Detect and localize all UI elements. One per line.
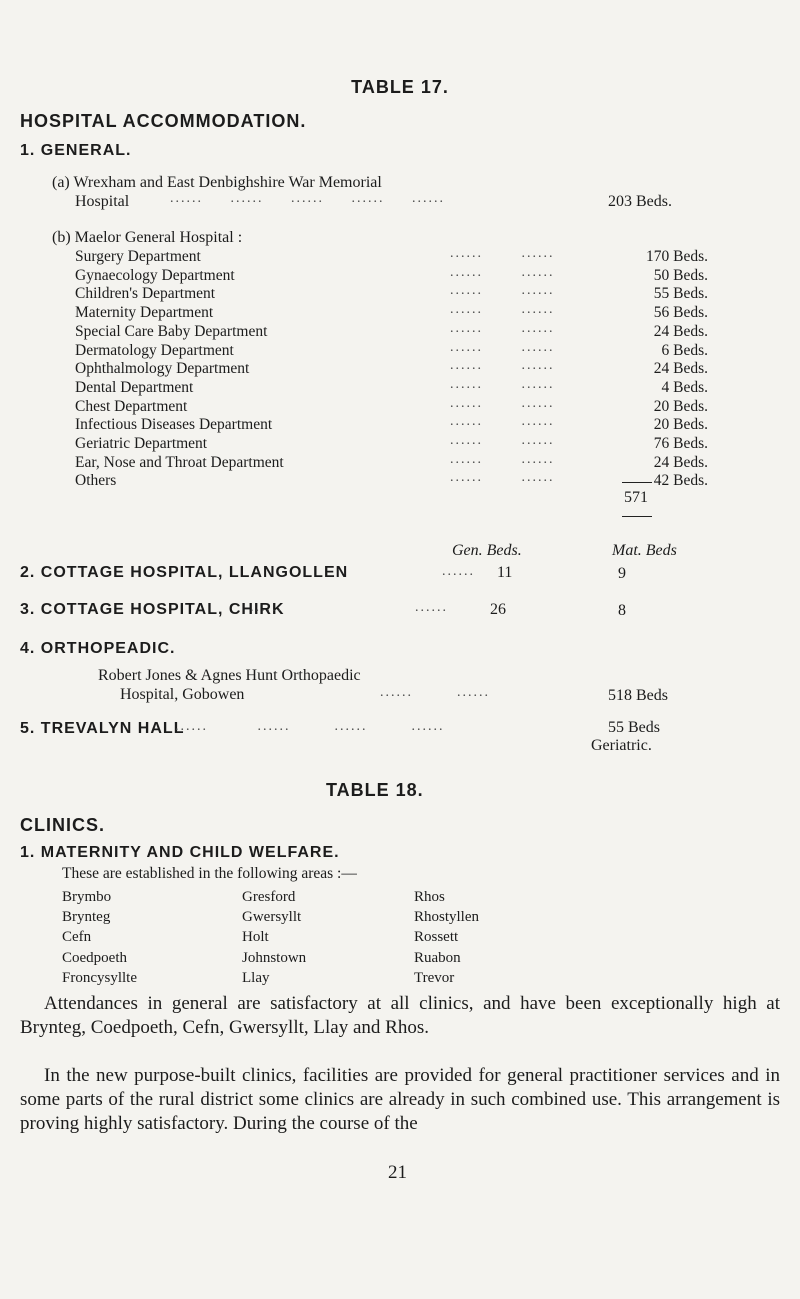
clinic-areas-intro: These are established in the following areas :— <box>62 865 357 882</box>
department-beds: 42 Beds. <box>653 472 708 490</box>
clinic-area: Cefn <box>62 929 92 946</box>
trevalyn-beds: 55 Beds <box>608 719 660 736</box>
llangollen-gen-beds: 11 <box>497 564 513 581</box>
leader-dots: ...... ...... <box>450 470 555 486</box>
table-18-title: TABLE 18. <box>326 780 424 800</box>
leader-dots: ...... ...... <box>450 339 555 355</box>
hospital-accommodation-heading: HOSPITAL ACCOMMODATION. <box>20 111 307 131</box>
general-heading: 1. GENERAL. <box>20 142 132 159</box>
department-name: Others <box>75 472 117 490</box>
clinic-area: Rossett <box>414 929 459 946</box>
department-beds: 4 Beds. <box>661 378 708 396</box>
department-beds: 50 Beds. <box>653 266 708 284</box>
clinic-area: Gresford <box>242 889 296 905</box>
department-beds: 24 Beds. <box>653 453 708 471</box>
table-17-title: TABLE 17. <box>351 77 449 97</box>
leader-dots: ...... ...... <box>450 414 555 430</box>
trevalyn-note: Geriatric. <box>591 737 652 754</box>
wrexham-beds: 203 Beds. <box>608 193 672 210</box>
department-name: Special Care Baby Department <box>75 322 268 340</box>
leader-dots: ...... ...... <box>450 451 555 467</box>
trevalyn-label: 5. TREVALYN HALL <box>20 720 185 737</box>
department-beds: 56 Beds. <box>653 304 708 322</box>
department-name: Maternity Department <box>75 304 214 322</box>
department-beds: 20 Beds. <box>653 397 708 415</box>
department-name: Surgery Department <box>75 248 201 265</box>
chirk-gen-beds: 26 <box>490 601 506 618</box>
wrexham-hospital-line1: (a) Wrexham and East Denbighshire War Memorial <box>52 174 382 191</box>
department-beds: 76 Beds. <box>653 435 708 452</box>
clinics-facilities-paragraph: In the new purpose-built clinics, facilities are provided for general practitioner services and in some parts of the rural district some clinics are already in such combined use. This arrangement is proving highly satisfactory. During the course of the <box>20 1065 780 1134</box>
department-name: Chest Department <box>75 397 188 415</box>
department-name: Dermatology Department <box>75 341 234 359</box>
gen-beds-column-header: Gen. Beds. <box>452 542 522 559</box>
clinics-heading: CLINICS. <box>20 815 106 835</box>
leader-dots: ...... ...... ...... ...... <box>175 719 445 734</box>
leader-dots: ...... ...... <box>450 358 555 374</box>
leader-dots: ...... ...... <box>380 685 490 700</box>
clinic-area: Llay <box>242 969 270 986</box>
clinic-area: Brynteg <box>62 909 111 926</box>
clinic-areas-column-1 <box>62 887 137 988</box>
beds-total: 571 <box>624 489 648 506</box>
clinic-area: Ruabon <box>414 949 461 966</box>
clinic-area: Rhos <box>414 889 445 905</box>
clinic-area: Froncysyllte <box>62 969 137 986</box>
cottage-chirk-label: 3. COTTAGE HOSPITAL, CHIRK <box>20 601 285 618</box>
department-beds: 55 Beds. <box>653 285 708 303</box>
page-number: 21 <box>388 1162 407 1183</box>
leader-dots: ...... ...... <box>450 376 555 392</box>
clinic-area: Gwersyllt <box>242 909 302 926</box>
department-name: Geriatric Department <box>75 435 208 452</box>
clinic-area: Rhostyllen <box>414 909 480 926</box>
leader-dots: ...... ...... <box>450 264 555 280</box>
clinic-area: Trevor <box>414 969 455 986</box>
department-beds: 24 Beds. <box>653 322 708 340</box>
leader-dots: ...... ...... <box>450 395 555 411</box>
maelor-heading: (b) Maelor General Hospital : <box>52 229 243 246</box>
total-rule-top <box>622 482 652 483</box>
clinic-areas-column-2 <box>242 887 306 988</box>
orthopaedic-hospital-line2: Hospital, Gobowen <box>120 686 245 703</box>
clinic-area: Brymbo <box>62 889 112 905</box>
leader-dots: ...... ...... ...... ...... ...... <box>170 191 445 206</box>
department-beds: 170 Beds. <box>646 248 708 265</box>
department-name: Gynaecology Department <box>75 266 235 284</box>
cottage-llangollen-label: 2. COTTAGE HOSPITAL, LLANGOLLEN <box>20 564 349 581</box>
leader-dots: ...... <box>442 564 475 579</box>
wrexham-hospital-line2: Hospital <box>75 193 130 210</box>
department-name: Dental Department <box>75 378 194 396</box>
leader-dots: ...... ...... <box>450 433 555 448</box>
orthopaedic-hospital-line1: Robert Jones & Agnes Hunt Orthopaedic <box>98 667 361 684</box>
leader-dots: ...... ...... <box>450 283 555 299</box>
leader-dots: ...... ...... <box>250 600 448 615</box>
llangollen-mat-beds: 9 <box>618 565 626 582</box>
department-name: Ear, Nose and Throat Department <box>75 453 284 471</box>
department-name: Infectious Diseases Department <box>75 416 273 434</box>
department-name: Children's Department <box>75 285 216 303</box>
department-name: Ophthalmology Department <box>75 360 250 378</box>
leader-dots: ...... ...... <box>450 246 555 261</box>
department-beds: 24 Beds. <box>653 360 708 378</box>
attendance-paragraph: Attendances in general are satisfactory at all clinics, and have been exceptionally high at Brynteg, Coedpoeth, Cefn, Gwersyllt, Llay and Rhos. <box>20 993 780 1038</box>
mat-beds-column-header: Mat. Beds <box>612 542 677 559</box>
clinic-area: Johnstown <box>242 949 307 966</box>
leader-dots: ...... ...... <box>450 320 555 336</box>
clinic-area: Coedpoeth <box>62 949 127 966</box>
total-rule-bottom <box>622 516 652 517</box>
maternity-child-welfare-heading: 1. MATERNITY AND CHILD WELFARE. <box>20 844 340 861</box>
chirk-mat-beds: 8 <box>618 602 626 619</box>
department-beds: 6 Beds. <box>661 341 708 359</box>
department-beds: 20 Beds. <box>653 416 708 434</box>
orthopaedic-label: 4. ORTHOPEADIC. <box>20 640 176 657</box>
leader-dots: ...... ...... <box>450 302 555 318</box>
clinic-area: Holt <box>242 929 269 946</box>
orthopaedic-beds: 518 Beds <box>608 687 668 704</box>
clinic-areas-column-3 <box>414 887 479 988</box>
